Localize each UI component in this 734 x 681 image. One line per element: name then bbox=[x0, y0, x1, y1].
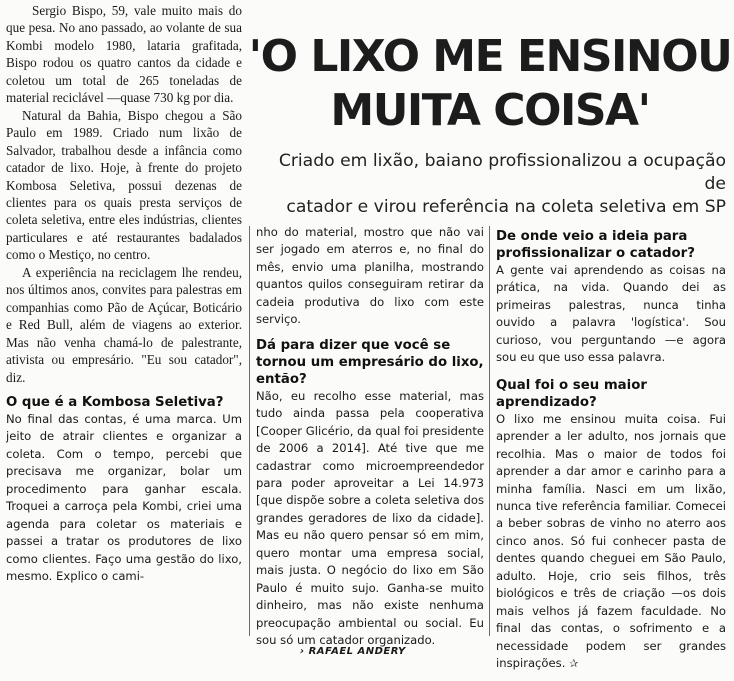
interview-question: O que é a Kombosa Seletiva? bbox=[6, 394, 224, 410]
deck-line: Criado em lixão, baiano profissionalizou a ocupação de bbox=[278, 151, 726, 194]
intro-paragraph: Sergio Bispo, 59, vale muito mais do que pesa. No ano passado, ao volante de sua Kombi modelo 1980, lataria grafitada, Bispo rodou os quatro cantos da cidade e coletou um total de 265 toneladas de material reciclável —quase 730 kg por dia. bbox=[6, 3, 242, 106]
intro-paragraph: A experiência na reciclagem lhe rendeu, nos últimos anos, convites para palestras em companhias como Pão de Açúcar, Boticário e Red Bull, além de viagens ao exterior. Mas não venha chamá-lo de palestrante, ativista ou empresário. "Eu sou catador", diz. bbox=[6, 264, 242, 385]
headline-line: MUITA COISA' bbox=[330, 85, 650, 136]
interview-question: De onde veio a ideia para profissionalizar o catador? bbox=[496, 229, 695, 261]
column-divider bbox=[489, 226, 490, 636]
interview-answer: Não, eu recolho esse material, mas tudo ainda passa pela cooperativa [Cooper Glicério, da qual foi presidente de 2006 a 2014]. Até tive que me cadastrar como microempreendedor para poder aproveitar a Lei 14.973 [que dispõe sobre a coleta seletiva dos grandes geradores de lixo da cidade]. Mas eu não quero pensar só em mim, quero montar uma empresa social, mais justa. O negócio do lixo em São Paulo é muito sujo. Ganha-se muito dinheiro, mas não existe nenhuma preocupação ambiental ou social. Eu sou só um catador organizado. bbox=[256, 388, 484, 648]
deck-subtitle bbox=[252, 150, 726, 219]
deck-line: catador e virou referência na coleta seletiva em SP bbox=[286, 197, 726, 217]
end-mark-icon: ✰ bbox=[569, 657, 579, 671]
intro-paragraph: Natural da Bahia, Bispo chegou a São Paulo em 1989. Criado num lixão de Salvador, trabalhou desde a infância como catador de lixo. Hoje, à frente do projeto Kombosa Seletiva, possui dezenas de clientes para os quais presta serviços de coleta seletiva, entre eles indústrias, clientes particulares e até restaurantes badalados como o Mestiço, no centro. bbox=[6, 107, 242, 263]
interview-answer bbox=[496, 411, 726, 673]
answer-text: O lixo me ensinou muita coisa. Fui aprender a ler adulto, nos jornais que recolhia. Mas o maior de todos foi aprender a dar amor e carinho para a minha família. Nasci em um lixão, nunca tive referência familiar. Comecei a beber sobras de vinho no aterro aos cinco anos. Só fui conhecer pasta de dentes quando cheguei em São Paulo, adulto. Hoje, crio seis filhos, três biológicos e três de criação —os dois mais velhos já fazem faculdade. No final das contas, o sofrimento e a necessidade podem ser grandes inspirações. bbox=[496, 411, 726, 671]
photo-credit: › RAFAEL ANDERY bbox=[300, 646, 406, 657]
interview-answer: A gente vai aprendendo as coisas na prática, na vida. Quando dei as primeiras palestras, nunca tinha ouvido a palavra 'logística'. Sou curioso, vou perguntando —e agora sou eu que uso essa palavra. bbox=[496, 263, 726, 365]
interview-answer: nho do material, mostro que não vai ser jogado em aterros e, no final do mês, envio uma planilha, mostrando quantos quilos conseguiram retirar da cadeia produtiva do lixo com este serviço. bbox=[256, 225, 484, 327]
headline bbox=[246, 30, 734, 138]
interview-column-middle bbox=[256, 224, 484, 658]
interview-answer: No final das contas, é uma marca. Um jeito de atrair clientes e organizar a coleta. Com o tempo, percebi que precisava me organizar, bolar um procedimento para ganhar escala. Troquei a carroça pela Kombi, criei uma agenda para coletar os materiais e passei a tratar os produtores de lixo como clientes. Faço uma gestão do lixo, mesmo. Explico o cami- bbox=[6, 411, 242, 584]
interview-question: Dá para dizer que você se tornou um empresário do lixo, então? bbox=[256, 337, 484, 387]
headline-line: 'O LIXO ME ENSINOU bbox=[248, 31, 732, 82]
column-divider bbox=[249, 226, 250, 636]
interview-question: Qual foi o seu maior aprendizado? bbox=[496, 377, 647, 410]
interview-column-right bbox=[496, 228, 726, 681]
article-intro-column bbox=[6, 2, 242, 594]
